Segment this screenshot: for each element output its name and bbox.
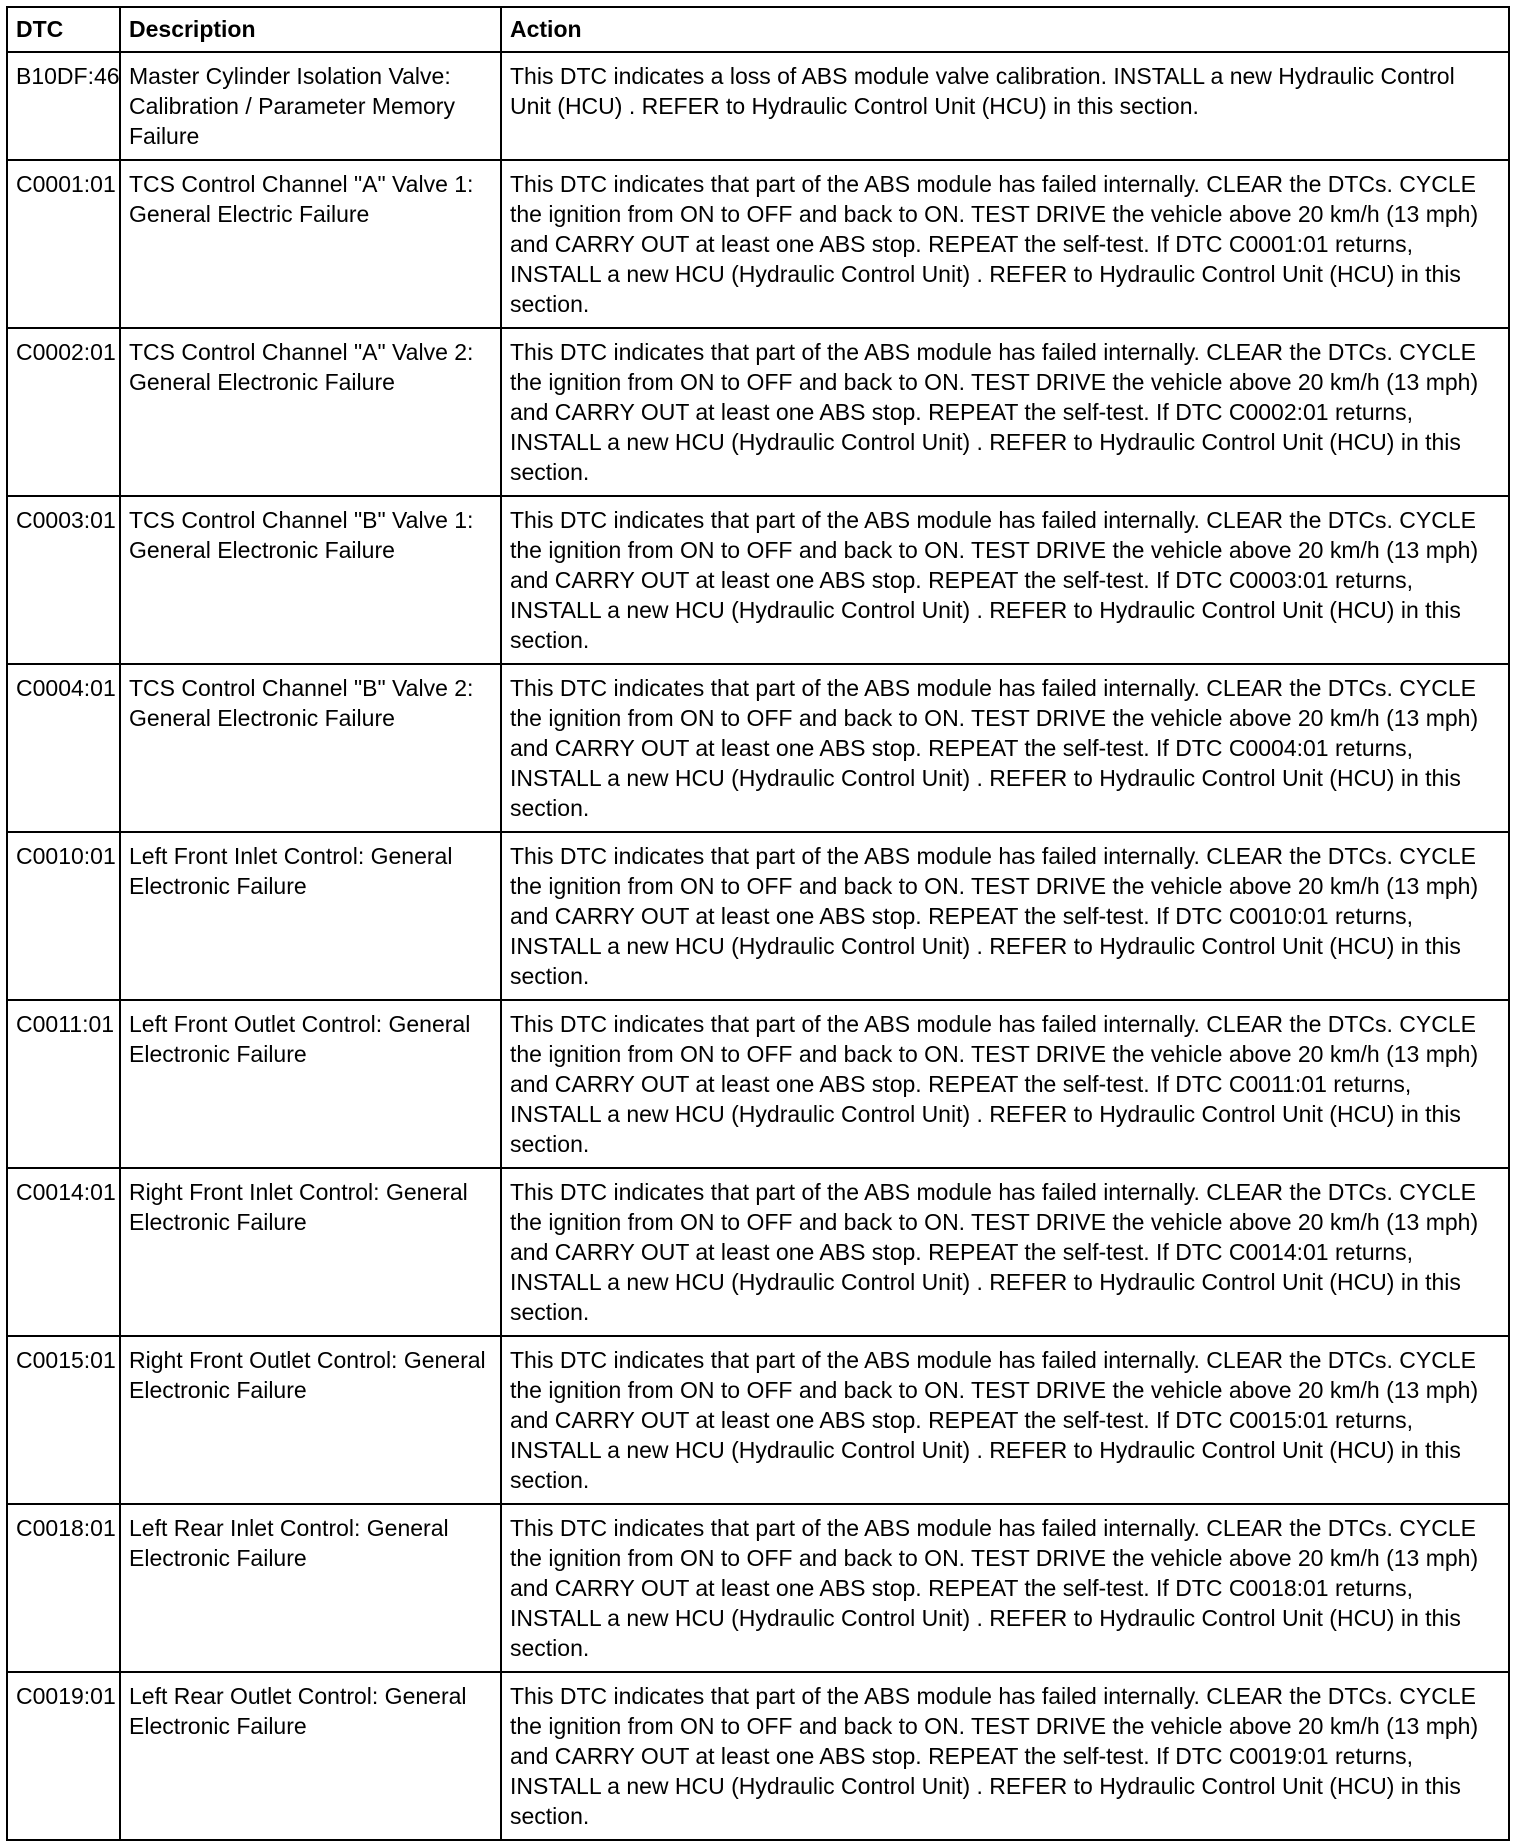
dtc-description: Left Rear Outlet Control: General Electronic Failure (120, 1672, 501, 1840)
dtc-code: C0010:01 (7, 832, 120, 1000)
dtc-code: C0003:01 (7, 496, 120, 664)
dtc-description: TCS Control Channel "A" Valve 1: General Electric Failure (120, 160, 501, 328)
dtc-description: Right Front Inlet Control: General Electronic Failure (120, 1168, 501, 1336)
table-row (7, 1504, 1509, 1672)
dtc-code: C0004:01 (7, 664, 120, 832)
dtc-description: Master Cylinder Isolation Valve: Calibration / Parameter Memory Failure (120, 52, 501, 160)
table-row (7, 1672, 1509, 1840)
dtc-action: This DTC indicates that part of the ABS module has failed internally. CLEAR the DTCs. CYCLE the ignition from ON to OFF and back to ON. TEST DRIVE the vehicle above 20 km/h (13 mph) and CARRY OUT at least one ABS stop. REPEAT the self-test. If DTC C0011:01 returns, INSTALL a new HCU (Hydraulic Control Unit) . REFER to Hydraulic Control Unit (HCU) in this section. (501, 1000, 1509, 1168)
table-row (7, 1168, 1509, 1336)
table-row (7, 1000, 1509, 1168)
header-action: Action (501, 7, 1509, 52)
dtc-action: This DTC indicates that part of the ABS module has failed internally. CLEAR the DTCs. CYCLE the ignition from ON to OFF and back to ON. TEST DRIVE the vehicle above 20 km/h (13 mph) and CARRY OUT at least one ABS stop. REPEAT the self-test. If DTC C0001:01 returns, INSTALL a new HCU (Hydraulic Control Unit) . REFER to Hydraulic Control Unit (HCU) in this section. (501, 160, 1509, 328)
dtc-action: This DTC indicates that part of the ABS module has failed internally. CLEAR the DTCs. CYCLE the ignition from ON to OFF and back to ON. TEST DRIVE the vehicle above 20 km/h (13 mph) and CARRY OUT at least one ABS stop. REPEAT the self-test. If DTC C0014:01 returns, INSTALL a new HCU (Hydraulic Control Unit) . REFER to Hydraulic Control Unit (HCU) in this section. (501, 1168, 1509, 1336)
dtc-code: C0015:01 (7, 1336, 120, 1504)
table-header (7, 7, 1509, 52)
header-row (7, 7, 1509, 52)
dtc-description: TCS Control Channel "B" Valve 2: General Electronic Failure (120, 664, 501, 832)
dtc-description: TCS Control Channel "B" Valve 1: General Electronic Failure (120, 496, 501, 664)
table-row (7, 664, 1509, 832)
dtc-code: C0011:01 (7, 1000, 120, 1168)
table-body (7, 52, 1509, 1840)
dtc-table (6, 6, 1510, 1841)
dtc-action: This DTC indicates that part of the ABS module has failed internally. CLEAR the DTCs. CYCLE the ignition from ON to OFF and back to ON. TEST DRIVE the vehicle above 20 km/h (13 mph) and CARRY OUT at least one ABS stop. REPEAT the self-test. If DTC C0018:01 returns, INSTALL a new HCU (Hydraulic Control Unit) . REFER to Hydraulic Control Unit (HCU) in this section. (501, 1504, 1509, 1672)
dtc-description: TCS Control Channel "A" Valve 2: General Electronic Failure (120, 328, 501, 496)
header-description: Description (120, 7, 501, 52)
dtc-action: This DTC indicates that part of the ABS module has failed internally. CLEAR the DTCs. CYCLE the ignition from ON to OFF and back to ON. TEST DRIVE the vehicle above 20 km/h (13 mph) and CARRY OUT at least one ABS stop. REPEAT the self-test. If DTC C0010:01 returns, INSTALL a new HCU (Hydraulic Control Unit) . REFER to Hydraulic Control Unit (HCU) in this section. (501, 832, 1509, 1000)
table-row (7, 832, 1509, 1000)
dtc-description: Right Front Outlet Control: General Electronic Failure (120, 1336, 501, 1504)
dtc-code: C0019:01 (7, 1672, 120, 1840)
dtc-code: B10DF:46 (7, 52, 120, 160)
dtc-action: This DTC indicates that part of the ABS module has failed internally. CLEAR the DTCs. CYCLE the ignition from ON to OFF and back to ON. TEST DRIVE the vehicle above 20 km/h (13 mph) and CARRY OUT at least one ABS stop. REPEAT the self-test. If DTC C0002:01 returns, INSTALL a new HCU (Hydraulic Control Unit) . REFER to Hydraulic Control Unit (HCU) in this section. (501, 328, 1509, 496)
table-row (7, 496, 1509, 664)
dtc-code: C0002:01 (7, 328, 120, 496)
table-row (7, 1336, 1509, 1504)
dtc-action: This DTC indicates that part of the ABS module has failed internally. CLEAR the DTCs. CYCLE the ignition from ON to OFF and back to ON. TEST DRIVE the vehicle above 20 km/h (13 mph) and CARRY OUT at least one ABS stop. REPEAT the self-test. If DTC C0015:01 returns, INSTALL a new HCU (Hydraulic Control Unit) . REFER to Hydraulic Control Unit (HCU) in this section. (501, 1336, 1509, 1504)
dtc-action: This DTC indicates that part of the ABS module has failed internally. CLEAR the DTCs. CYCLE the ignition from ON to OFF and back to ON. TEST DRIVE the vehicle above 20 km/h (13 mph) and CARRY OUT at least one ABS stop. REPEAT the self-test. If DTC C0004:01 returns, INSTALL a new HCU (Hydraulic Control Unit) . REFER to Hydraulic Control Unit (HCU) in this section. (501, 664, 1509, 832)
table-row (7, 160, 1509, 328)
dtc-action: This DTC indicates that part of the ABS module has failed internally. CLEAR the DTCs. CYCLE the ignition from ON to OFF and back to ON. TEST DRIVE the vehicle above 20 km/h (13 mph) and CARRY OUT at least one ABS stop. REPEAT the self-test. If DTC C0019:01 returns, INSTALL a new HCU (Hydraulic Control Unit) . REFER to Hydraulic Control Unit (HCU) in this section. (501, 1672, 1509, 1840)
dtc-description: Left Front Outlet Control: General Electronic Failure (120, 1000, 501, 1168)
dtc-code: C0014:01 (7, 1168, 120, 1336)
dtc-description: Left Front Inlet Control: General Electronic Failure (120, 832, 501, 1000)
dtc-code: C0018:01 (7, 1504, 120, 1672)
table-row (7, 328, 1509, 496)
table-row (7, 52, 1509, 160)
dtc-action: This DTC indicates a loss of ABS module valve calibration. INSTALL a new Hydraulic Control Unit (HCU) . REFER to Hydraulic Control Unit (HCU) in this section. (501, 52, 1509, 160)
dtc-code: C0001:01 (7, 160, 120, 328)
header-dtc: DTC (7, 7, 120, 52)
dtc-action: This DTC indicates that part of the ABS module has failed internally. CLEAR the DTCs. CYCLE the ignition from ON to OFF and back to ON. TEST DRIVE the vehicle above 20 km/h (13 mph) and CARRY OUT at least one ABS stop. REPEAT the self-test. If DTC C0003:01 returns, INSTALL a new HCU (Hydraulic Control Unit) . REFER to Hydraulic Control Unit (HCU) in this section. (501, 496, 1509, 664)
dtc-description: Left Rear Inlet Control: General Electronic Failure (120, 1504, 501, 1672)
